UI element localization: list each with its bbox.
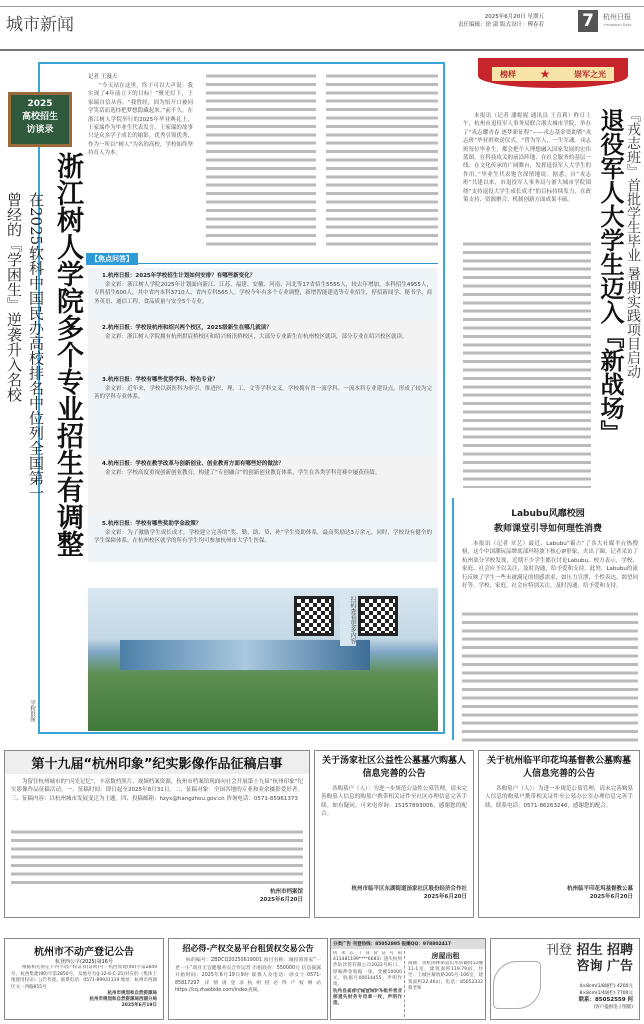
ad-body: 根据相关规定下列不动产权证书(证明)号：杭西集建(90)字第2849号、杭西集建(90)字第2850号，及地号为(J-32-6-C-25)对应的《集体土地使用权证》公告作废。联系电话：0571-89931119 地址：杭州市西湖区文一西路855号 xyxy=(11,965,157,990)
byline: 记者 王漫天 xyxy=(88,74,118,80)
ad-price: 4×8cm(1/8通栏) 4200元 xyxy=(579,984,633,989)
ad-classified xyxy=(330,938,486,1020)
notice-body: 为留住杭州城市的“闪光记忆”，丰富数档照片、视频档案资源，杭州市档案馆现面向社会开展第十九届“杭州印象”纪实影像作品征稿活动。一、征稿时间：即日起至2025年8月31日。二、征稿对象：全国各地的专业和业余摄影爱好者。三、征稿内容：以杭州城市发展变迁为主题。四、投稿邮箱：hzyx@hangzhou.gov.cn 咨询电话：0571-85961373 xyxy=(11,779,303,802)
notice-date: 2025年6月20日 xyxy=(259,897,303,903)
qa-question: 2.杭州日报：学校设杭州和绍兴两个校区，2025级新生在哪几就读？ xyxy=(102,325,272,331)
ad-word: 广告 xyxy=(606,959,633,974)
ad-word: 招聘 xyxy=(606,943,633,958)
notice-tangjia xyxy=(314,750,474,918)
ad-note: (客户提供电子图版) xyxy=(593,1005,633,1010)
flower-illustration xyxy=(493,961,541,1009)
right-article-body: 本报讯（记者 潘妮妮 通讯员 王育莉）昨日上午，杭州市退役军人事务局联合浙大城市学院，举办了“戎志耀青春 逐梦新征程”——戎志基金资助暨“戎志班”毕业班欢送仪式。“曾为军人，一生军魂。戎志班每位毕业生，都会把个人理想融入国家发展的宏伟蓝图，在科技攻关的前沿阵地、在社会服务的基层一线、在文化传承的广阔舞台，发挥退役军人大学生的作用。”毕业生代表饱含深情地说。据悉，自“戎志班”共建以来，市退役军人事务局与浙大城市学院围绕“支持退役大学生成长成才”的目标持续发力，在政策支持、资源聚合、机制创新方面成果丰硕。 xyxy=(463,113,591,204)
labubu-body: 本报讯（记者 章艺）最近，Labubu“霸占”了各大社媒平台热搜榜，这个中国潮玩品牌底部玛特旗下核心IP形象，火出了圈。记者采访了杭州部分学校发现，近期不少学生都在讨论Labubu。校方表示，学校、家庭、社会应予以关注，及时沟通，给予爱和支持。此外，Labubu的流行反映了学生一些未被满足的情感需求，如压力宣泄、个性表达、渴望同好等。学校、家庭、社会应特别关注，及时沟通，给予爱和支持。 xyxy=(462,541,638,590)
notice-signature: 杭州临平印花坞基督教公墓 xyxy=(566,886,633,892)
banner-right-text: 崇军之光 xyxy=(573,69,606,79)
banner-left-text: 榜样 xyxy=(500,69,516,79)
classified-header: 分类广告 刊登热线：85052895 报摊QQ：978802417 xyxy=(331,939,485,949)
labubu-article xyxy=(452,498,642,740)
qa-label: 【焦点问答】 xyxy=(86,253,138,265)
qa-question: 5.杭州日报：学校有哪些奖助学金政策？ xyxy=(102,521,202,527)
notice-linping xyxy=(478,750,640,918)
notice-photo-contest xyxy=(4,750,310,918)
qr-caption: 扫码查看更多内容 xyxy=(340,596,356,646)
qa-item xyxy=(88,268,438,320)
campus-building xyxy=(120,640,370,670)
ad-word: 招生 xyxy=(576,943,603,958)
rent-body: 商铺：余杭闲林街道山水居御园11幢11-1室，建筑面积119.79㎡。住宅：上城区解放路205号-106室，建筑面积22.46㎡。电话：85052332 蔡老师 xyxy=(408,961,483,991)
article-text-col2 xyxy=(206,72,316,247)
qa-question: 3.杭州日报：学校有哪些优势学科、特色专业？ xyxy=(102,377,218,383)
qa-answer: 金文彩：为了激励学生成长成才，学校建立完善的“奖、勤、助、贷、补”学生资助体系，最高奖励达3万余元。同时，学校设有健全的学生保障体系，在杭州校区就学的所有学生均可参加杭州市大学生医保。 xyxy=(94,530,432,545)
qa-section xyxy=(88,268,438,564)
labubu-text xyxy=(462,610,638,745)
ad-signature: 杭州市规划和自然资源局西湖分局 xyxy=(89,997,157,1002)
notice-signature: 杭州市档案馆 xyxy=(269,889,303,895)
ad-contact: 联系：85052559 何 xyxy=(578,997,633,1003)
qa-item xyxy=(88,456,438,516)
ad-body: 标的编号：ZBDCQ20250619001 项目名称：城投领客家“一老一小”项目无宜健服务点合作运营 出租底价：550000元 信息披露开始时间：2025年6月19日9时 联系人及电话：徐女士 0571-85817297 详情请登录杭州招必得产权网站 https://cq.zhaobide.com/index查阅。 xyxy=(175,958,321,993)
article-text-col3 xyxy=(326,72,438,247)
section-title: 城市新闻 xyxy=(6,15,74,35)
ad-real-estate xyxy=(4,938,164,1020)
photo-caption: 学校供图 xyxy=(29,700,35,722)
qr-code[interactable] xyxy=(358,596,398,636)
qa-answer: 金文彩：浙江树人学院拥有杭州拱宸桥校区和绍兴杨汛桥校区，大部分专业新生在杭州校区就读，部分专业在绍兴校区就读。 xyxy=(105,334,408,340)
qa-answer: 金文彩：浙江树人学院2025年计划面向浙江、江苏、福建、安徽、河南、河北等17省招生5555人，较去年增加。本科招生4955人，专科招生600人，其中省内本科3710人、省内专科565人。学校今年有多个专业调整，新增智能建造等专业招生，停招新闻学、秘书学、商务英语、通信工程、食品质量与安全5个专业。 xyxy=(94,282,432,305)
notice-text xyxy=(11,828,303,888)
ad-lease xyxy=(168,938,328,1020)
right-article-text xyxy=(463,240,591,488)
qa-item xyxy=(88,372,438,456)
ad-word: 刊登 xyxy=(545,943,572,958)
badge-line2: 访谈录 xyxy=(26,125,54,135)
ad-recruitment xyxy=(490,938,640,1020)
ad-price: 8×8cm(1/4通栏) 7700元 xyxy=(579,991,633,996)
qa-item xyxy=(88,320,438,372)
chalkboard-badge xyxy=(8,92,72,147)
qa-question: 1.杭州日报：2025年学校招生计划如何安排？有哪些新变化？ xyxy=(102,273,256,279)
ad-date: 2025年6月19日 xyxy=(121,1003,157,1008)
right-headline: 退役军人大学生迈入『新战场』 xyxy=(596,108,624,444)
banner-ribbon xyxy=(492,67,614,81)
issue-date: 2025年6月20日 星期五 xyxy=(484,14,544,20)
notice-title: 关于汤家社区公益性公墓墓穴购墓人信息完善的公告 xyxy=(321,756,466,779)
page-number: 7 xyxy=(578,10,598,32)
subheadline-1: 在2025软科中国民办高校排名中位列全国第一 xyxy=(27,192,45,501)
qr-code[interactable] xyxy=(294,596,334,636)
badge-year: 2025 xyxy=(27,99,53,109)
notice-title: 关于杭州临平印花坞基督教公墓购墓人信息完善的公告 xyxy=(486,756,631,779)
notice-date: 2025年6月20日 xyxy=(589,894,633,900)
right-subtitle: 『戎志班』首批学生毕业 暑期实践项目启动 xyxy=(625,108,641,379)
labubu-title-2: 教师课堂引导如何理性消费 xyxy=(493,524,602,534)
badge-line1: 高校招生 xyxy=(21,112,58,122)
classified-item: 何永志（身份证号码411481199****6683）遗失杭州热钻饮管有限公司2022号桩口，原编押金收据一张，金额10000元，收据号00014455，声明作废。 xyxy=(333,951,402,988)
ad-word: 咨询 xyxy=(576,959,603,974)
rent-title: 房屋出租 xyxy=(431,952,460,960)
qa-answer: 金文彩：近年来，学校以新医科为牵引，推进医、理、工、文等学科交叉。学校拥有省一流学科、一流本科专业建设点，形成了较为完善的学科专业体系。 xyxy=(94,386,432,401)
ad-title: 招必得-产权交易平台租赁权交易公告 xyxy=(182,944,314,953)
editors: 责任编辑：徐 淑 版式设计：傅春若 xyxy=(458,22,544,28)
notice-body: 各购墓户（人）：为进一步规范公益性公墓管理，请未完善购墓人信息的购墓户携带相关证件至社区办理信息完善手续。如有疑问，可来电咨询：15157893006，感谢您的配合。 xyxy=(321,786,467,818)
qa-item xyxy=(88,516,438,562)
notice-title: 第十九届“杭州印象”纪实影像作品征稿启事 xyxy=(5,751,309,774)
classified-item: 杭州县富春仕缝壹城铲车配件营业部遗失财务专用章一枚，声明作废。 xyxy=(333,988,402,1014)
ad-title: 杭州市不动产登记公告 xyxy=(34,947,134,958)
labubu-title-1: Labubu风靡校园 xyxy=(511,509,585,519)
notice-signature: 杭州市临平区东湖街道汤家社区股份经济合作社 xyxy=(351,886,467,892)
notice-date: 2025年6月20日 xyxy=(423,894,467,900)
paper-logo: 杭州日报 xyxy=(603,13,631,21)
ad-subtitle: 杭登西公字(2025)第16号 xyxy=(55,959,113,965)
ad-signature: 杭州市规划和自然资源局 xyxy=(107,991,157,996)
paper-logo-en: Hangzhou Daily xyxy=(604,23,632,27)
article-intro: “今天站在这里，终于可以大声说：我实现了4年前立下的目标！”聚光灯下，王家瑞自信从容，“我曾经，因为怕开口被同学笑话而选择把梦想隐藏起来。”前不久，在浙江树人学院举行的2025年毕业典礼上，王家瑞作为毕业生代表发言。王家瑞的故事只是众多学子成长的缩影。优秀引领优秀，作为一所以“树人”为名的高校，学校始终坚持育人为本。 xyxy=(88,83,193,157)
notice-body: 各购墓户（人）：为进一步规范公墓管理，请未完善购墓人信息的购墓户携带相关证件至公墓办公室办理信息完善手续。联系电话：0571-86263246，感谢您的配合。 xyxy=(485,786,633,809)
subheadline-2: 曾经的『学困生』逆袭升入名校 xyxy=(5,192,23,402)
star-icon: ★ xyxy=(539,67,551,81)
main-headline: 浙江树人学院多个专业招生有调整 xyxy=(50,152,84,572)
qa-answer: 金文彩：学校高度重视创新创业教育，构建了“专创融合”的创新创业教育体系，学生在各类学科竞赛中屡获佳绩。 xyxy=(105,470,381,476)
qa-question: 4.杭州日报：学校在教学改革与创新创业、创业教育方面有哪些好的做法？ xyxy=(102,461,284,467)
